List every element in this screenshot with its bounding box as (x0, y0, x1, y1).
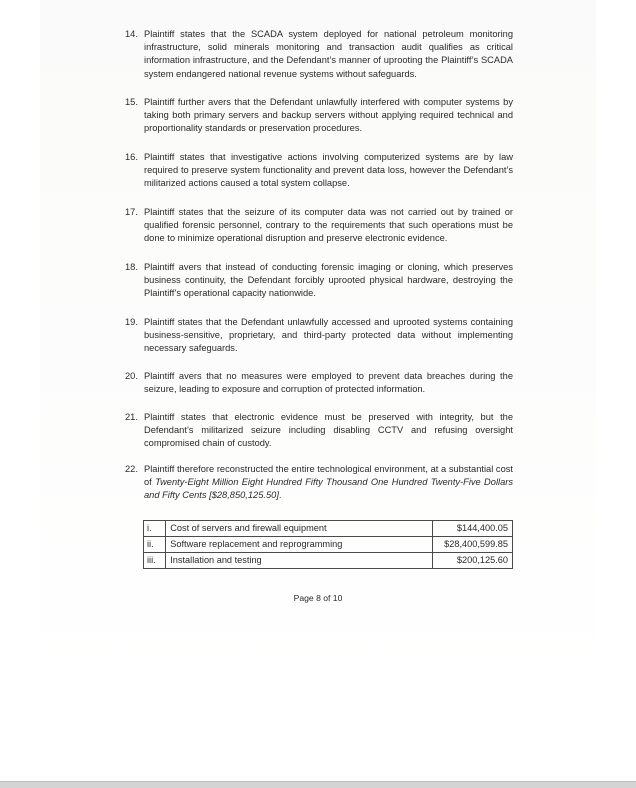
paragraph-16 (125, 151, 513, 191)
row-amount: $200,125.60 (433, 553, 513, 569)
paragraph-number: 14. (125, 29, 138, 39)
table-row (144, 521, 513, 537)
paragraph-number: 16. (125, 152, 138, 162)
paragraph-text: Plaintiff avers that instead of conducting forensic imaging or cloning, which preserves business continuity, the Defendant forcibly uprooted physical hardware, destroying the Plaintiff’s operational capacity nationwide. (144, 262, 513, 299)
paragraph-text: Plaintiff states that the Defendant unlawfully accessed and uprooted systems containing business-sensitive, proprietary, and third-party protected data without implementing necessary safeguards. (144, 317, 513, 354)
paragraph-21 (125, 411, 513, 451)
row-amount: $144,400.05 (433, 521, 513, 537)
paragraph-18 (125, 261, 513, 301)
paragraph-number: 19. (125, 317, 138, 327)
paragraph-text: Plaintiff states that investigative actions involving computerized systems are by law required to preserve system functionality and prevent data loss, however the Defendant’s militarized actions caused a total system collapse. (144, 152, 513, 189)
paragraph-text: Plaintiff states that the SCADA system deployed for national petroleum monitoring infrastructure, solid minerals monitoring and transaction audit qualifies as critical information infrastructure, and the Defendant’s manner of uprooting the Plaintiff’s SCADA system endangered national revenue systems without safeguards. (144, 29, 513, 79)
paragraph-number: 18. (125, 262, 138, 272)
row-item: Software replacement and reprogramming (166, 537, 433, 553)
paragraph-number: 21. (125, 412, 138, 422)
paragraph-19 (125, 316, 513, 356)
paragraph-text: Plaintiff states that the seizure of its computer data was not carried out by trained or qualified forensic personnel, contrary to the requirements that such operations must be done to minimize operational disruption and preserve electronic evidence. (144, 207, 513, 244)
paragraph-text-end: . (278, 490, 282, 501)
paragraph-number: 22. (125, 464, 138, 474)
row-index: iii. (144, 553, 166, 569)
row-item: Installation and testing (166, 553, 433, 569)
page-number-footer: Page 8 of 10 (293, 593, 343, 603)
paragraph-text-lead: Plaintiff therefore reconstructed the entire technological environment, at a substantial cost of (144, 464, 513, 488)
row-index: i. (144, 521, 166, 537)
paragraph-text: Plaintiff further avers that the Defendant unlawfully interfered with computer systems by taking both primary servers and backup servers without applying required technical and proportionality standards or preservation procedures. (144, 97, 513, 134)
paragraph-20 (125, 370, 513, 396)
table-row (144, 537, 513, 553)
row-index: ii. (144, 537, 166, 553)
paragraph-text: Plaintiff avers that no measures were employed to prevent data breaches during the seizure, leading to exposure and corruption of protected information. (144, 371, 513, 395)
paragraph-text: Plaintiff states that electronic evidence must be preserved with integrity, but the Defendant’s militarized seizure including disabling CCTV and refusing oversight compromised chain of custody. (144, 412, 513, 449)
paragraph-number: 20. (125, 371, 138, 381)
row-amount: $28,400,599.85 (433, 537, 513, 553)
table-row (144, 553, 513, 569)
paragraph-15 (125, 96, 513, 136)
paragraph-text (144, 463, 513, 503)
paragraph-number: 15. (125, 97, 138, 107)
cost-breakdown-table (143, 520, 513, 569)
paragraph-22 (125, 463, 513, 503)
paragraph-17 (125, 206, 513, 246)
row-item: Cost of servers and firewall equipment (166, 521, 433, 537)
amount-in-words: Twenty-Eight Million Eight Hundred Fifty Thousand One Hundred Twenty-Five Dollars and Fifty Cents [$28,850,125.50] (144, 477, 513, 501)
paragraph-number: 17. (125, 207, 138, 217)
paragraph-14 (125, 28, 513, 81)
